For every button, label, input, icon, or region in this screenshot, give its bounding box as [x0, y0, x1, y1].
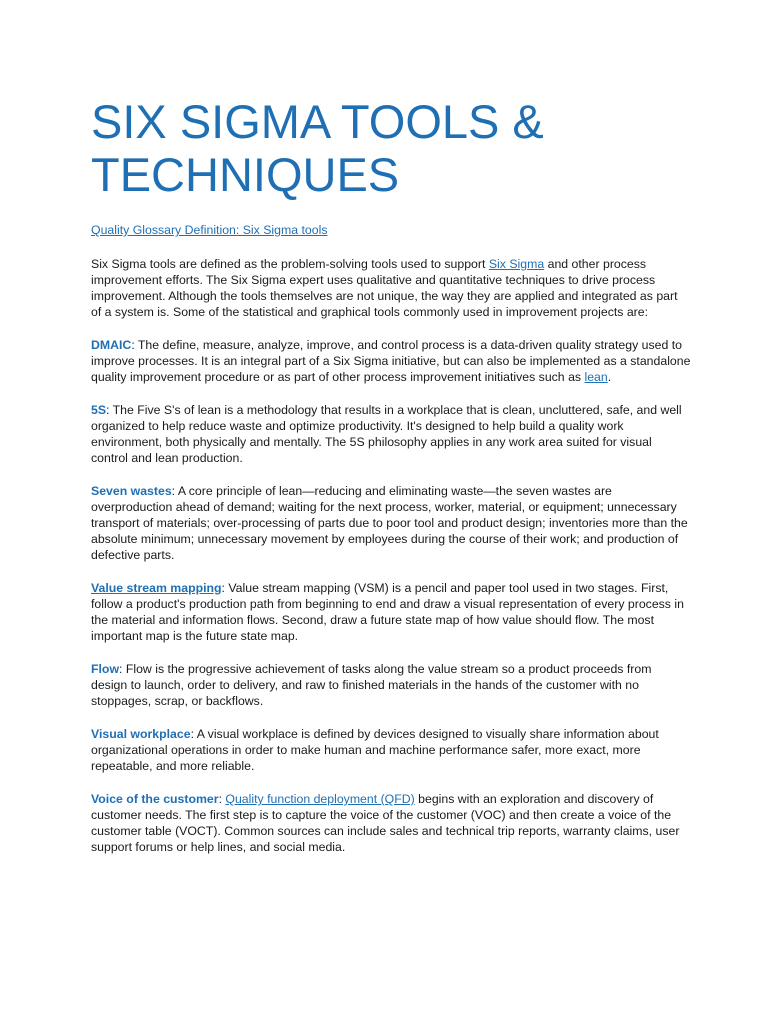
intro-text-after: and other process improvement efforts. The Six Sigma expert uses qualitative and quantitative techniques to drive process improvement. Although the tools themselves are not unique, the way they are applied and integrated as part of a system is. Some of the statistical and graphical tools commonly used in improvement projects are:: [91, 257, 678, 319]
5s-text: : The Five S's of lean is a methodology that results in a workplace that is clean, uncluttered, safe, and well organized to help reduce waste and optimize productivity. It's designed to help build a quality work environment, both physically and mentally. The 5S philosophy applies in any work area suited for visual control and lean production.: [91, 403, 682, 465]
term-visual-workplace: Visual workplace: [91, 727, 191, 741]
term-flow: Flow: [91, 662, 120, 676]
section-visual-workplace: [91, 726, 691, 774]
six-sigma-link[interactable]: Six Sigma: [488, 257, 545, 271]
intro-text-before: Six Sigma tools are defined as the problem-solving tools used to support: [91, 257, 489, 271]
section-voice-of-customer: [91, 791, 691, 855]
glossary-definition-link[interactable]: Quality Glossary Definition: Six Sigma tools: [91, 223, 328, 237]
term-voice-of-customer: Voice of the customer: [91, 792, 219, 806]
lean-link[interactable]: lean: [584, 370, 608, 384]
section-value-stream-mapping: [91, 580, 691, 644]
dmaic-text: : The define, measure, analyze, improve, and control process is a data-driven quality strategy used to improve processes. It is an integral part of a Six Sigma initiative, but can also be implemented as a standalone quality improvement procedure or as part of other process improvement initiatives such as: [91, 338, 691, 384]
intro-paragraph: [91, 256, 691, 320]
flow-text: : Flow is the progressive achievement of tasks along the value stream so a product proceeds from design to launch, order to delivery, and raw to finished materials in the hands of the customer with no stoppages, scrap, or backflows.: [91, 662, 652, 708]
vsm-text: : Value stream mapping (VSM) is a pencil and paper tool used in two stages. First, follow a product's production path from beginning to end and draw a visual representation of every process in the material and information flows. Second, draw a future state map of how value should flow. The most important map is the future state map.: [91, 581, 684, 643]
value-stream-mapping-link[interactable]: Value stream mapping: [91, 581, 222, 595]
visual-workplace-text: : A visual workplace is defined by devices designed to visually share information about organizational operations in order to make human and machine performance safer, more exact, more repeatable, and more reliable.: [91, 727, 659, 773]
section-dmaic: [91, 337, 691, 385]
section-5s: [91, 402, 691, 466]
dmaic-text-end: .: [607, 370, 612, 384]
seven-wastes-text: : A core principle of lean—reducing and eliminating waste—the seven wastes are overproduction ahead of demand; waiting for the next process, worker, material, or equipment; unnecessary transport of materials; over-processing of parts due to poor tool and product design; inventories more than the absolute minimum; unnecessary movement by employees during the course of their work; and production of defective parts.: [91, 484, 688, 562]
section-flow: [91, 661, 691, 709]
voc-text: begins with an exploration and discovery of customer needs. The first step is to capture the voice of the customer (VOC) and then create a voice of the customer table (VOCT). Common sources can include sales and technical trip reports, warranty claims, user support forums or help lines, and social media.: [91, 792, 680, 854]
page-title: SIX SIGMA TOOLS & TECHNIQUES: [91, 95, 544, 201]
section-seven-wastes: [91, 483, 691, 563]
document-page: [91, 95, 691, 855]
voc-separator: :: [218, 792, 226, 806]
term-dmaic: DMAIC: [91, 338, 132, 352]
term-seven-wastes: Seven wastes: [91, 484, 172, 498]
qfd-link[interactable]: Quality function deployment (QFD): [225, 792, 415, 806]
term-5s: 5S: [91, 403, 107, 417]
